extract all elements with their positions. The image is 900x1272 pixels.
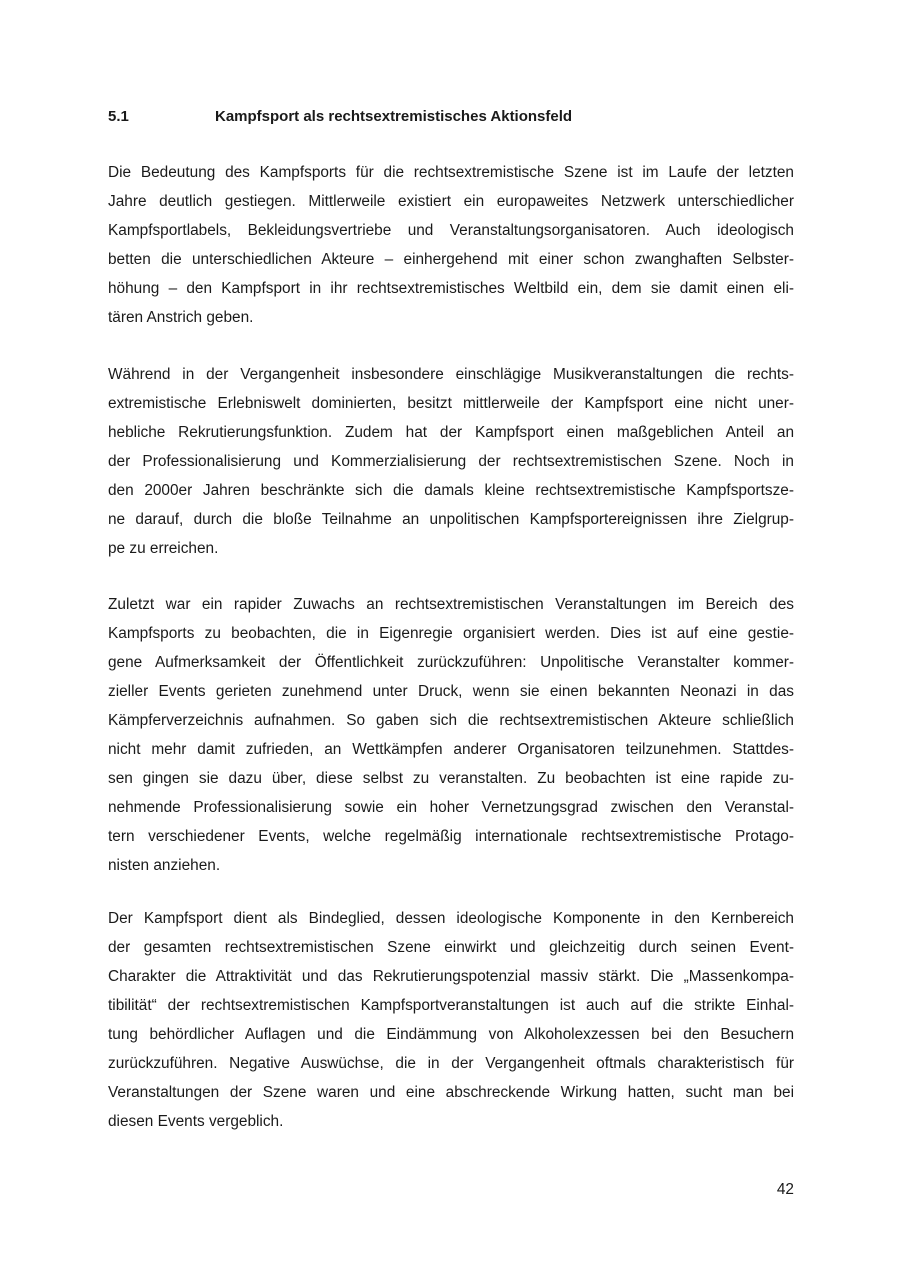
paragraph-3 <box>108 590 794 880</box>
text-line: Jahre deutlich gestiegen. Mittlerweile existiert ein europaweites Netzwerk unterschiedlicher <box>108 193 794 210</box>
text-line: Während in der Vergangenheit insbesondere einschlägige Musikveranstaltungen die rechts- <box>108 366 794 383</box>
text-line: Der Kampfsport dient als Bindeglied, dessen ideologische Komponente in den Kernbereich <box>108 910 794 927</box>
text-line: pe zu erreichen. <box>108 540 219 557</box>
section-heading <box>108 104 794 130</box>
text-line: tern verschiedener Events, welche regelmäßig internationale rechtsextremistische Protago- <box>108 828 794 845</box>
text-line: zurückzuführen. Negative Auswüchse, die in der Vergangenheit oftmals charakteristisch für <box>108 1055 794 1072</box>
text-line: Kampfsports zu beobachten, die in Eigenregie organisiert werden. Dies ist auf eine gestie- <box>108 625 794 642</box>
text-line: tung behördlicher Auflagen und die Eindämmung von Alkoholexzessen bei den Besuchern <box>108 1026 794 1043</box>
text-line: gene Aufmerksamkeit der Öffentlichkeit zurückzuführen: Unpolitische Veranstalter kommer- <box>108 654 794 671</box>
text-line: hebliche Rekrutierungsfunktion. Zudem hat der Kampfsport einen maßgeblichen Anteil an <box>108 424 794 441</box>
text-line: sen gingen sie dazu über, diese selbst zu veranstalten. Zu beobachten ist eine rapide zu- <box>108 770 794 787</box>
text-line: diesen Events vergeblich. <box>108 1113 284 1130</box>
text-line: den 2000er Jahren beschränkte sich die damals kleine rechtsextremistische Kampfsportsze- <box>108 482 794 499</box>
paragraph-2 <box>108 360 794 563</box>
text-line: nehmende Professionalisierung sowie ein hoher Vernetzungsgrad zwischen den Veranstal- <box>108 799 794 816</box>
section-title: Kampfsport als rechtsextremistisches Aktionsfeld <box>215 108 573 125</box>
text-line: tären Anstrich geben. <box>108 309 254 326</box>
text-line: ne darauf, durch die bloße Teilnahme an unpolitischen Kampfsportereignissen ihre Zielgrup- <box>108 511 794 528</box>
page-number: 42 <box>776 1181 794 1198</box>
text-line: höhung – den Kampfsport in ihr rechtsextremistisches Weltbild ein, dem sie damit einen eli- <box>108 280 794 297</box>
text-line: nicht mehr damit zufrieden, an Wettkämpfen anderer Organisatoren teilzunehmen. Stattdes- <box>108 741 794 758</box>
text-line: betten die unterschiedlichen Akteure – einhergehend mit einer schon zwanghaften Selbster- <box>108 251 794 268</box>
text-line: Kampfsportlabels, Bekleidungsvertriebe und Veranstaltungsorganisatoren. Auch ideologisch <box>108 222 794 239</box>
section-number: 5.1 <box>108 108 129 125</box>
text-line: extremistische Erlebniswelt dominierten, besitzt mittlerweile der Kampfsport eine nicht uner- <box>108 395 794 412</box>
text-line: Charakter die Attraktivität und das Rekrutierungspotenzial massiv stärkt. Die „Massenkompa- <box>108 968 794 985</box>
text-line: zieller Events gerieten zunehmend unter Druck, wenn sie einen bekannten Neonazi in das <box>108 683 794 700</box>
paragraph-4 <box>108 904 794 1136</box>
text-line: tibilität“ der rechtsextremistischen Kampfsportveranstaltungen ist auch auf die strikte Einhal- <box>108 997 794 1014</box>
text-line: Die Bedeutung des Kampfsports für die rechtsextremistische Szene ist im Laufe der letzten <box>108 164 794 181</box>
text-line: der Professionalisierung und Kommerzialisierung der rechtsextremistischen Szene. Noch in <box>108 453 794 470</box>
text-line: Veranstaltungen der Szene waren und eine abschreckende Wirkung hatten, sucht man bei <box>108 1084 794 1101</box>
text-line: nisten anziehen. <box>108 857 221 874</box>
paragraph-1 <box>108 158 794 332</box>
text-line: Zuletzt war ein rapider Zuwachs an rechtsextremistischen Veranstaltungen im Bereich des <box>108 596 794 613</box>
text-line: Kämpferverzeichnis aufnahmen. So gaben sich die rechtsextremistischen Akteure schließlich <box>108 712 794 729</box>
text-line: der gesamten rechtsextremistischen Szene einwirkt und gleichzeitig durch seinen Event- <box>108 939 794 956</box>
